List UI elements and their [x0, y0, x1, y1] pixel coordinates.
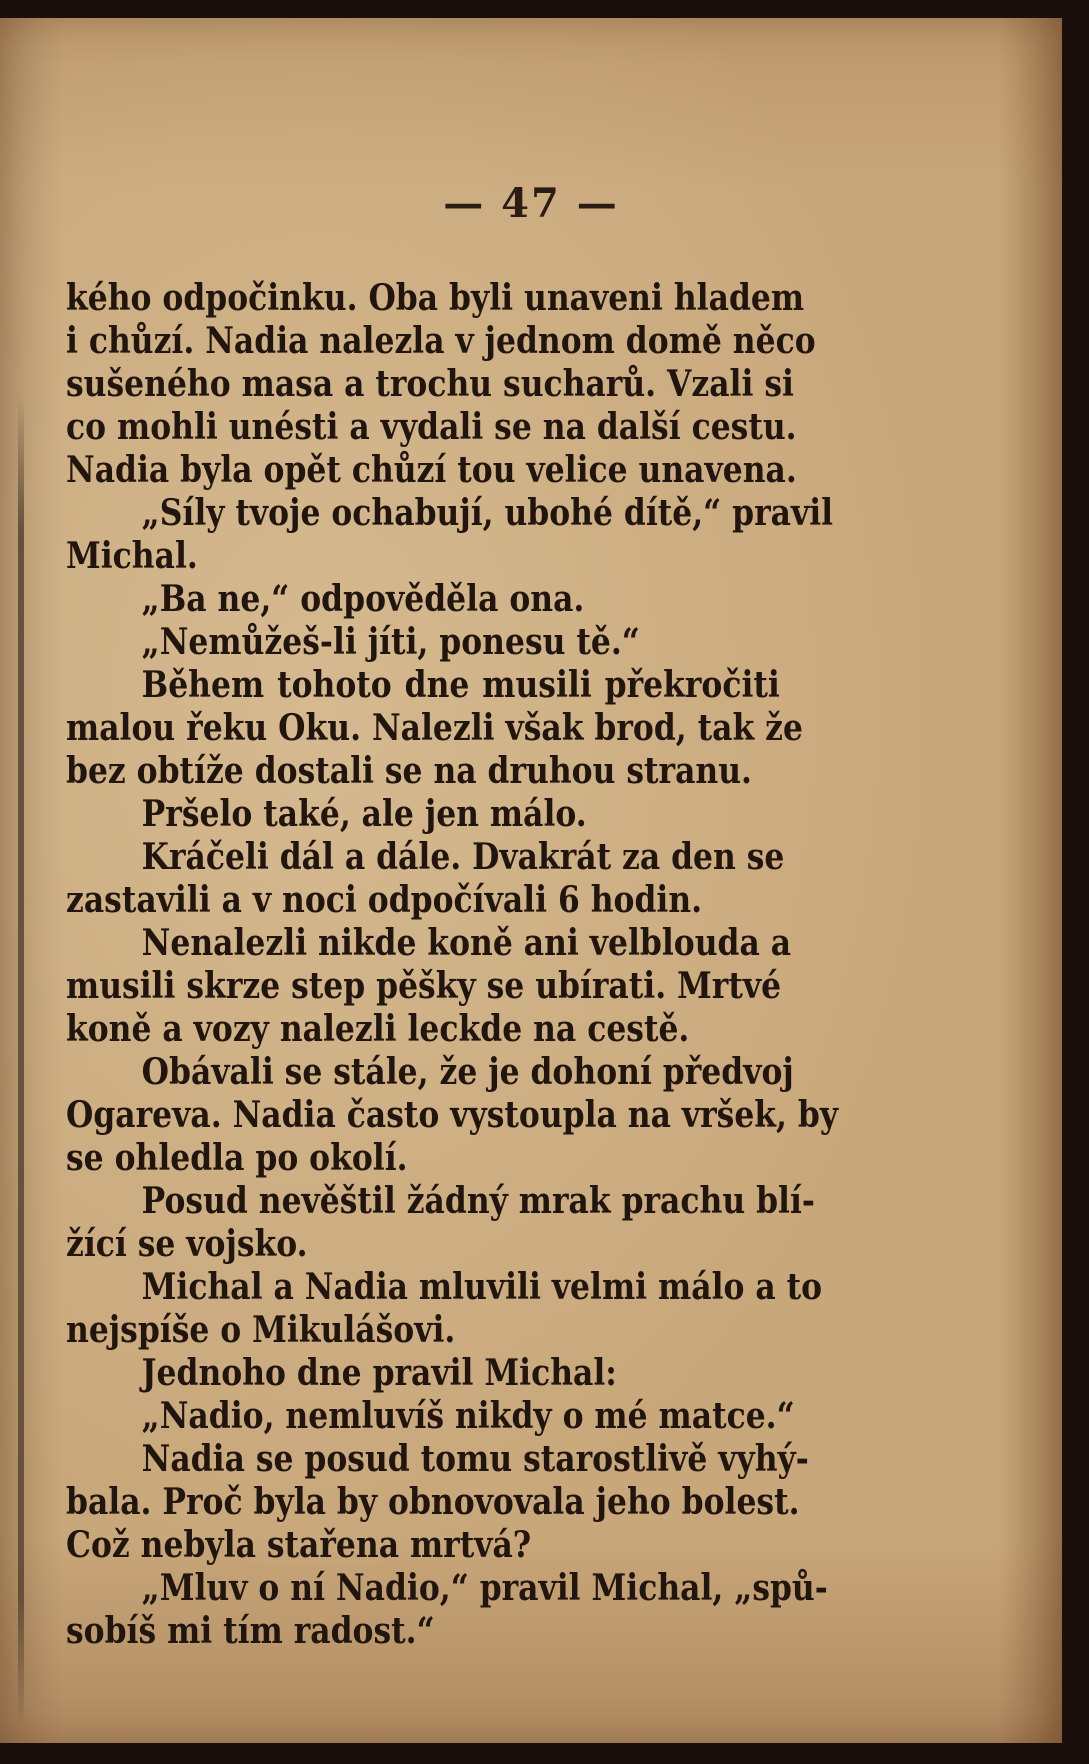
text-line: musili skrze step pěšky se ubírati. Mrtvé [66, 964, 782, 1007]
text-line: i chůzí. Nadia nalezla v jednom domě něco [66, 319, 816, 362]
text-line: Michal. [66, 534, 198, 577]
text-line: kého odpočinku. Oba byli unaveni hladem [66, 276, 805, 319]
text-line: se ohledla po okolí. [66, 1136, 408, 1179]
text-line: „Síly tvoje ochabují, ubohé dítě,“ pravil [141, 491, 834, 534]
text-line: malou řeku Oku. Nalezli však brod, tak že [66, 706, 803, 749]
text-line: Nadia byla opět chůzí tou velice unavena. [66, 448, 797, 491]
text-line: Nadia se posud tomu starostlivě vyhý- [141, 1437, 809, 1480]
text-line: koně a vozy nalezli leckde na cestě. [66, 1007, 690, 1050]
text-line: Posud nevěštil žádný mrak prachu blí- [141, 1179, 815, 1222]
text-line: „Ba ne,“ odpověděla ona. [141, 577, 585, 620]
text-line: zastavili a v noci odpočívali 6 hodin. [66, 878, 703, 921]
text-line: Michal a Nadia mluvili velmi málo a to [141, 1265, 823, 1308]
text-line: Ogareva. Nadia často vystoupla na vršek, by [66, 1093, 839, 1136]
page-number: — 47 — [443, 180, 619, 227]
text-line: „Mluv o ní Nadio,“ pravil Michal, „spů- [141, 1566, 828, 1609]
text-line: bez obtíže dostali se na druhou stranu. [66, 749, 752, 792]
text-line: Jednoho dne pravil Michal: [141, 1351, 617, 1394]
text-line: Pršelo také, ale jen málo. [141, 792, 587, 835]
body-text [66, 276, 839, 1652]
text-line: Kráčeli dál a dále. Dvakrát za den se [141, 835, 785, 878]
text-line: co mohli unésti a vydali se na další cestu. [66, 405, 797, 448]
text-line: Což nebyla stařena mrtvá? [66, 1523, 532, 1566]
text-line: nejspíše o Mikulášovi. [66, 1308, 456, 1351]
text-line: sušeného masa a trochu sucharů. Vzali si [66, 362, 794, 405]
text-line: „Nadio, nemluvíš nikdy o mé matce.“ [141, 1394, 795, 1437]
text-line: Během tohoto dne musili překročiti [141, 663, 780, 706]
text-line: Obávali se stále, že je dohoní předvoj [141, 1050, 794, 1093]
book-page [0, 18, 1062, 1743]
text-line: bala. Proč byla by obnovovala jeho bolest. [66, 1480, 800, 1523]
text-line: Nenalezli nikde koně ani velblouda a [141, 921, 792, 964]
binding-shadow [18, 398, 24, 1728]
text-line: „Nemůžeš-li jíti, ponesu tě.“ [141, 620, 640, 663]
text-line: žící se vojsko. [66, 1222, 308, 1265]
text-line: sobíš mi tím radost.“ [66, 1609, 435, 1652]
